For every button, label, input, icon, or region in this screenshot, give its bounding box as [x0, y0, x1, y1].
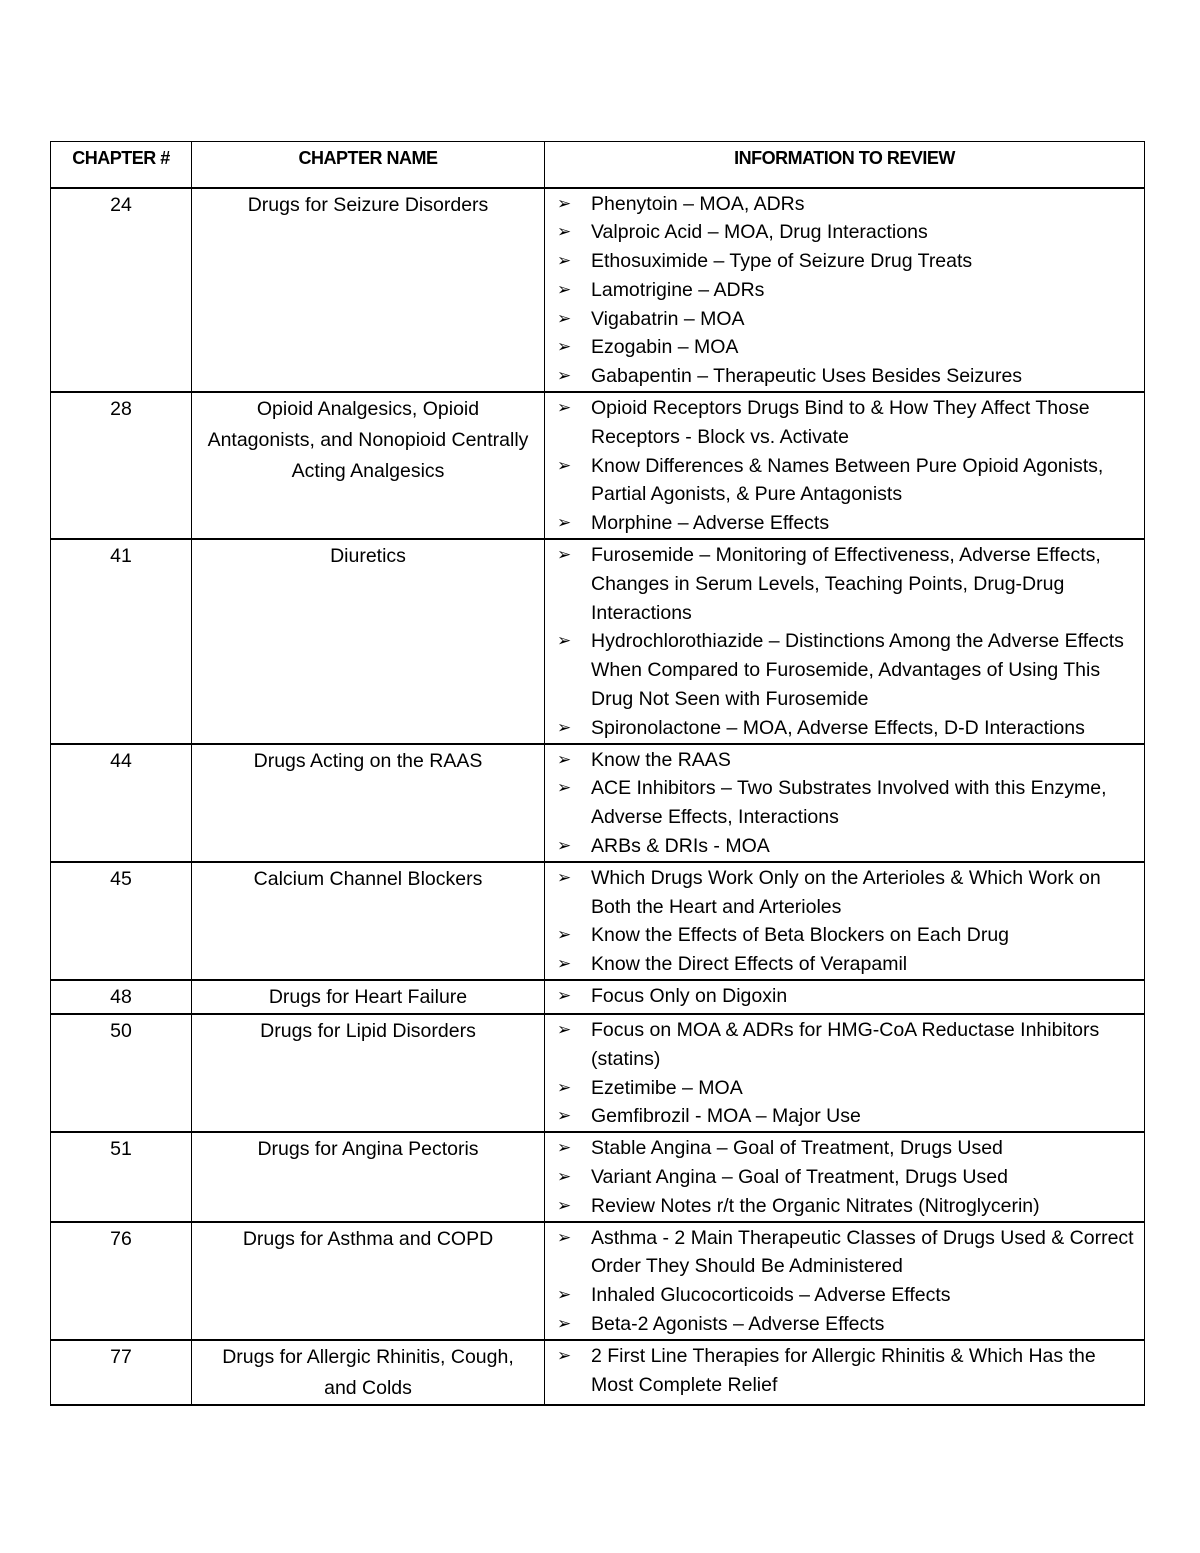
- arrowhead-bullet-icon: ➢: [557, 251, 572, 271]
- table-row: [51, 980, 1145, 1014]
- review-item-text: 2 First Line Therapies for Allergic Rhinitis & Which Has the Most Complete Relief: [591, 1344, 1096, 1396]
- arrowhead-bullet-icon: ➢: [557, 513, 572, 533]
- review-item-text: Inhaled Glucocorticoids – Adverse Effects: [591, 1284, 951, 1307]
- review-item: [557, 714, 1138, 743]
- review-item-text: Valproic Acid – MOA, Drug Interactions: [591, 221, 928, 244]
- arrowhead-bullet-icon: ➢: [557, 1106, 572, 1126]
- chapter-number: 41: [51, 539, 192, 744]
- review-item: [557, 1102, 1138, 1131]
- review-item: [557, 333, 1138, 362]
- review-item: [557, 950, 1138, 979]
- review-item-list: [557, 1342, 1138, 1400]
- table-row: [51, 1132, 1145, 1221]
- table-row: [51, 392, 1145, 539]
- review-items-cell: [545, 392, 1145, 539]
- chapter-name: Opioid Analgesics, Opioid Antagonists, and Nonopioid Centrally Acting Analgesics: [192, 392, 545, 539]
- arrowhead-bullet-icon: ➢: [557, 279, 572, 299]
- review-items-cell: [545, 1340, 1145, 1405]
- chapter-number: 24: [51, 188, 192, 393]
- review-item-list: [557, 1134, 1138, 1220]
- review-items-cell: [545, 1014, 1145, 1132]
- review-item-list: [557, 394, 1138, 538]
- review-item-text: Vigabatrin – MOA: [591, 307, 745, 330]
- review-items-cell: [545, 188, 1145, 393]
- review-items-cell: [545, 1132, 1145, 1221]
- chapter-name: Drugs for Heart Failure: [192, 980, 545, 1014]
- review-item: [557, 832, 1138, 861]
- review-item: [557, 864, 1138, 922]
- table-row: [51, 539, 1145, 744]
- chapter-name: Diuretics: [192, 539, 545, 744]
- review-item-text: Ezogabin – MOA: [591, 336, 739, 359]
- review-item-text: Stable Angina – Goal of Treatment, Drugs Used: [591, 1137, 1003, 1160]
- review-item-text: Gabapentin – Therapeutic Uses Besides Seizures: [591, 365, 1023, 388]
- review-item-text: Beta-2 Agonists – Adverse Effects: [591, 1312, 885, 1335]
- arrowhead-bullet-icon: ➢: [557, 222, 572, 242]
- review-item: [557, 982, 1138, 1011]
- review-item: [557, 305, 1138, 334]
- chapter-number: 51: [51, 1132, 192, 1221]
- review-item-list: [557, 982, 1138, 1011]
- review-item-text: Morphine – Adverse Effects: [591, 512, 830, 535]
- review-item: [557, 1281, 1138, 1310]
- arrowhead-bullet-icon: ➢: [557, 1285, 572, 1305]
- arrowhead-bullet-icon: ➢: [557, 1195, 572, 1215]
- arrowhead-bullet-icon: ➢: [557, 1020, 572, 1040]
- chapter-name: Drugs for Angina Pectoris: [192, 1132, 545, 1221]
- arrowhead-bullet-icon: ➢: [557, 778, 572, 798]
- table-row: [51, 1222, 1145, 1340]
- review-item-text: Which Drugs Work Only on the Arterioles & Which Work on Both the Heart and Arterioles: [591, 866, 1101, 918]
- review-item-text: Spironolactone – MOA, Adverse Effects, D-D Interactions: [591, 716, 1085, 739]
- review-item-list: [557, 1224, 1138, 1339]
- review-table: [50, 141, 1145, 1406]
- chapter-name-header: CHAPTER NAME: [192, 142, 545, 188]
- review-item: [557, 627, 1138, 713]
- review-item-text: Know the Effects of Beta Blockers on Each Drug: [591, 924, 1010, 947]
- arrowhead-bullet-icon: ➢: [557, 545, 572, 565]
- review-item-text: Hydrochlorothiazide – Distinctions Among the Adverse Effects When Compared to Furosemide, Advantages of Using This Drug Not Seen with Furosemide: [591, 630, 1124, 711]
- review-item: [557, 1310, 1138, 1339]
- table-row: [51, 862, 1145, 980]
- arrowhead-bullet-icon: ➢: [557, 836, 572, 856]
- review-item-text: ARBs & DRIs - MOA: [591, 835, 770, 858]
- review-item: [557, 509, 1138, 538]
- chapter-number: 44: [51, 744, 192, 862]
- arrowhead-bullet-icon: ➢: [557, 1077, 572, 1097]
- arrowhead-bullet-icon: ➢: [557, 749, 572, 769]
- review-item-text: Gemfibrozil - MOA – Major Use: [591, 1105, 861, 1128]
- arrowhead-bullet-icon: ➢: [557, 308, 572, 328]
- review-item: [557, 1192, 1138, 1221]
- review-item-text: ACE Inhibitors – Two Substrates Involved with this Enzyme, Adverse Effects, Interactions: [591, 777, 1107, 829]
- arrowhead-bullet-icon: ➢: [557, 1345, 572, 1365]
- review-item: [557, 1134, 1138, 1163]
- review-item: [557, 1163, 1138, 1192]
- chapter-number: 50: [51, 1014, 192, 1132]
- review-item-text: Variant Angina – Goal of Treatment, Drugs Used: [591, 1166, 1008, 1188]
- chapter-name: Drugs for Allergic Rhinitis, Cough, and Colds: [192, 1340, 545, 1405]
- chapter-name: Drugs for Seizure Disorders: [192, 188, 545, 393]
- review-item: [557, 1342, 1138, 1400]
- review-items-cell: [545, 744, 1145, 862]
- info-to-review-header: INFORMATION TO REVIEW: [545, 142, 1145, 188]
- review-items-cell: [545, 862, 1145, 980]
- review-item: [557, 1016, 1138, 1074]
- arrowhead-bullet-icon: ➢: [557, 398, 572, 418]
- review-item-text: Ethosuximide – Type of Seizure Drug Treats: [591, 250, 973, 273]
- review-item-text: Know the Direct Effects of Verapamil: [591, 953, 908, 976]
- arrowhead-bullet-icon: ➢: [557, 631, 572, 651]
- chapter-name: Drugs for Lipid Disorders: [192, 1014, 545, 1132]
- arrowhead-bullet-icon: ➢: [557, 193, 572, 213]
- arrowhead-bullet-icon: ➢: [557, 1313, 572, 1333]
- review-item: [557, 774, 1138, 832]
- chapter-number: 45: [51, 862, 192, 980]
- review-item-text: Furosemide – Monitoring of Effectiveness, Adverse Effects, Changes in Serum Levels, Teaching Points, Drug-Drug Interactions: [591, 544, 1101, 624]
- review-item: [557, 218, 1138, 247]
- chapter-name: Drugs Acting on the RAAS: [192, 744, 545, 862]
- chapter-number: 76: [51, 1222, 192, 1340]
- review-item-list: [557, 864, 1138, 979]
- review-items-cell: [545, 539, 1145, 744]
- review-items-cell: [545, 1222, 1145, 1340]
- review-item: [557, 247, 1138, 276]
- review-item: [557, 394, 1138, 452]
- table-row: [51, 1014, 1145, 1132]
- review-item-text: Lamotrigine – ADRs: [591, 278, 765, 301]
- table-row: [51, 744, 1145, 862]
- review-item: [557, 1224, 1138, 1282]
- table-body: [51, 188, 1145, 1405]
- review-item-text: Review Notes r/t the Organic Nitrates (Nitroglycerin): [591, 1194, 1040, 1217]
- review-item-text: Opioid Receptors Drugs Bind to & How They Affect Those Receptors - Block vs. Activate: [591, 397, 1090, 448]
- chapter-number: 77: [51, 1340, 192, 1405]
- chapter-name: Calcium Channel Blockers: [192, 862, 545, 980]
- review-item-list: [557, 1016, 1138, 1131]
- arrowhead-bullet-icon: ➢: [557, 455, 572, 475]
- table-row: [51, 188, 1145, 393]
- review-item: [557, 190, 1138, 219]
- arrowhead-bullet-icon: ➢: [557, 986, 572, 1006]
- arrowhead-bullet-icon: ➢: [557, 1167, 572, 1186]
- chapter-number: 48: [51, 980, 192, 1014]
- arrowhead-bullet-icon: ➢: [557, 925, 572, 945]
- review-item-text: Asthma - 2 Main Therapeutic Classes of Drugs Used & Correct Order They Should Be Administered: [591, 1226, 1134, 1278]
- review-item: [557, 1074, 1138, 1103]
- arrowhead-bullet-icon: ➢: [557, 717, 572, 737]
- review-item-text: Know the RAAS: [591, 748, 731, 771]
- table-row: [51, 1340, 1145, 1405]
- review-item: [557, 452, 1138, 510]
- chapter-number-header: CHAPTER #: [51, 142, 192, 188]
- review-item: [557, 921, 1138, 950]
- arrowhead-bullet-icon: ➢: [557, 1227, 572, 1247]
- chapter-number: 28: [51, 392, 192, 539]
- header-row: [51, 142, 1145, 188]
- review-item-text: Focus Only on Digoxin: [591, 985, 788, 1008]
- arrowhead-bullet-icon: ➢: [557, 1138, 572, 1158]
- arrowhead-bullet-icon: ➢: [557, 337, 572, 357]
- review-item-list: [557, 190, 1138, 392]
- review-item: [557, 541, 1138, 627]
- review-item: [557, 362, 1138, 391]
- arrowhead-bullet-icon: ➢: [557, 867, 572, 887]
- review-item-text: Ezetimibe – MOA: [591, 1076, 743, 1099]
- arrowhead-bullet-icon: ➢: [557, 366, 572, 386]
- review-items-cell: [545, 980, 1145, 1014]
- review-item: [557, 276, 1138, 305]
- review-item: [557, 746, 1138, 775]
- review-item-list: [557, 541, 1138, 743]
- review-item-text: Know Differences & Names Between Pure Opioid Agonists, Partial Agonists, & Pure Antagonists: [591, 454, 1104, 506]
- review-item-text: Phenytoin – MOA, ADRs: [591, 192, 805, 215]
- chapter-name: Drugs for Asthma and COPD: [192, 1222, 545, 1340]
- arrowhead-bullet-icon: ➢: [557, 954, 572, 974]
- review-item-text: Focus on MOA & ADRs for HMG-CoA Reductase Inhibitors (statins): [591, 1019, 1100, 1070]
- review-item-list: [557, 746, 1138, 861]
